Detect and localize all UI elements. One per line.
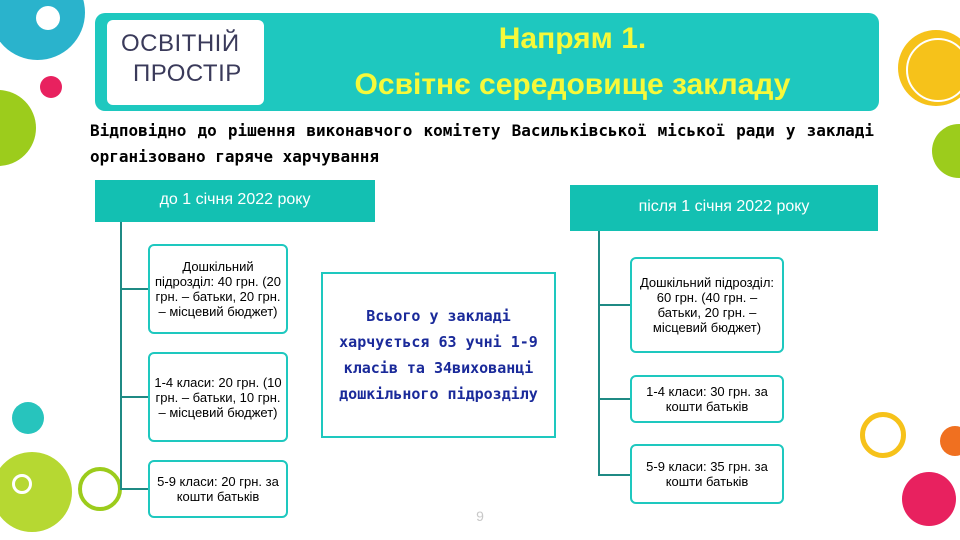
left-heading: до 1 січня 2022 року (95, 180, 375, 222)
right-card-grades-5-9: 5-9 класи: 35 грн. за кошти батьків (630, 444, 784, 504)
total-summary-box (321, 272, 556, 438)
left-connector-1 (120, 288, 150, 290)
right-card-preschool: Дошкільний підрозділ: 60 грн. (40 грн. – батьки, 20 грн. – місцевий бюджет) (630, 257, 784, 353)
decor-circle-pink-left (40, 76, 62, 98)
decor-circle-ring-white (12, 474, 32, 494)
decor-circle-lime-bottom (0, 452, 72, 532)
right-connector-vertical (598, 231, 600, 476)
left-connector-2 (120, 396, 150, 398)
left-card-preschool: Дошкільний підрозділ: 40 грн. (20 грн. – батьки, 20 грн. – місцевий бюджет) (148, 244, 288, 334)
decor-circle-lime-left (0, 90, 36, 166)
intro-text: Відповідно до рішення виконавчого комітету Васильківської міської ради у закладі організовано гаряче харчування (90, 121, 874, 166)
right-connector-1 (598, 304, 632, 306)
decor-ring-lime-bottom (78, 467, 122, 511)
right-card-grades-1-4: 1-4 класи: 30 грн. за кошти батьків (630, 375, 784, 423)
decor-circle-teal-small (12, 402, 44, 434)
logo-line-2: ПРОСТІР (133, 60, 242, 87)
decor-ring-yellow-right (860, 412, 906, 458)
total-summary-text: Всього у закладі харчується 63 учні 1-9 класів та 34вихованці дошкільного підрозділу (339, 307, 538, 403)
page-number: 9 (476, 508, 484, 524)
decor-circle-teal-inner (36, 6, 60, 30)
decor-circle-pink-right (902, 472, 956, 526)
decor-circle-orange (940, 426, 960, 456)
page-title-line-2: Освітнє середовище закладу (354, 68, 791, 101)
logo-line-1: ОСВІТНІЙ (121, 30, 240, 57)
left-connector-vertical (120, 222, 122, 490)
left-card-grades-5-9: 5-9 класи: 20 грн. за кошти батьків (148, 460, 288, 518)
right-connector-2 (598, 398, 632, 400)
decor-circle-lime-right (932, 124, 960, 178)
page-title-line-1: Напрям 1. (498, 22, 647, 55)
logo (107, 20, 264, 105)
right-connector-3 (598, 474, 632, 476)
left-card-grades-1-4: 1-4 класи: 20 грн. (10 грн. – батьки, 10 грн. – місцевий бюджет) (148, 352, 288, 442)
right-heading: після 1 січня 2022 року (570, 185, 878, 231)
left-connector-3 (120, 488, 150, 490)
